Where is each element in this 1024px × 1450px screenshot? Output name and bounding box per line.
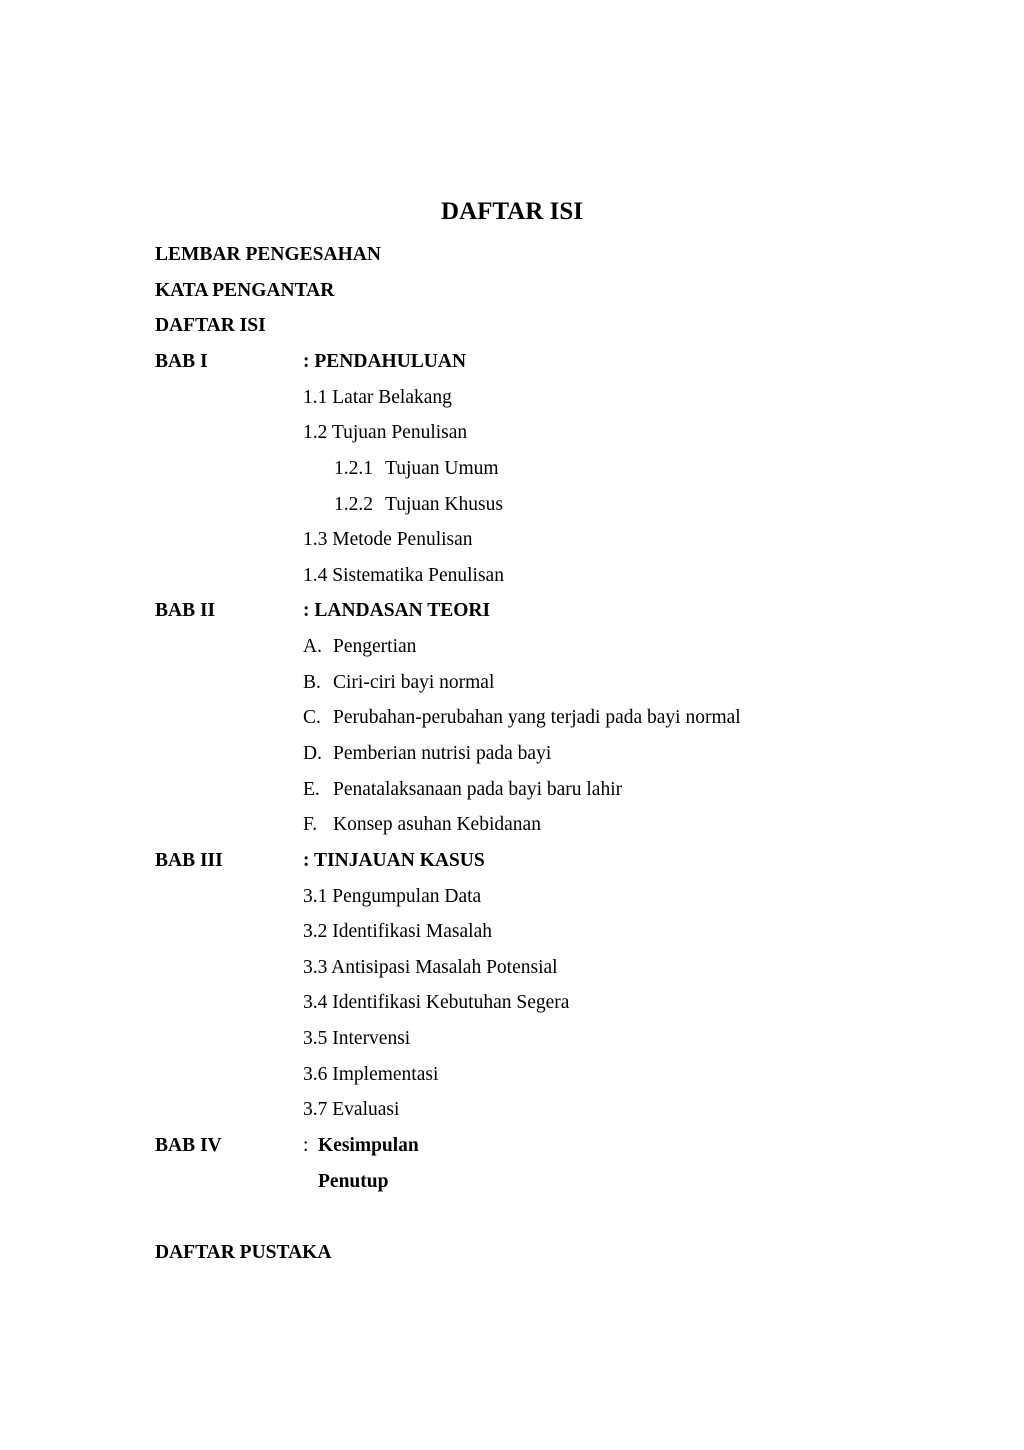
toc-entry-daftar-pustaka: DAFTAR PUSTAKA: [155, 1242, 332, 1263]
toc-entry-lembar-pengesahan: LEMBAR PENGESAHAN: [155, 244, 381, 265]
toc-entry-daftar-isi: DAFTAR ISI: [155, 315, 266, 336]
bab3-item: 3.1 Pengumpulan Data: [303, 886, 482, 907]
bab2-item: [303, 812, 541, 838]
subitem-text: Tujuan Khusus: [385, 494, 503, 515]
item-text: Pengertian: [333, 636, 417, 657]
bab4-heading: Kesimpulan: [318, 1135, 419, 1156]
bab4-heading-line: [303, 1133, 419, 1159]
bab3-label: BAB III: [155, 850, 223, 871]
bab3-heading: : TINJAUAN KASUS: [303, 850, 485, 871]
item-letter: B.: [303, 672, 321, 693]
page-title: DAFTAR ISI: [441, 198, 583, 225]
bab1-subitem: [334, 492, 503, 518]
bab3-item: 3.5 Intervensi: [303, 1028, 411, 1049]
subitem-text: Tujuan Umum: [385, 458, 499, 479]
bab1-label: BAB I: [155, 351, 208, 372]
item-letter: C.: [303, 707, 321, 728]
item-letter: D.: [303, 743, 322, 764]
item-text: Konsep asuhan Kebidanan: [333, 814, 541, 835]
item-text: Pemberian nutrisi pada bayi: [333, 743, 552, 764]
item-text: Ciri-ciri bayi normal: [333, 672, 495, 693]
bab2-item: [303, 634, 416, 660]
bab2-item: [303, 670, 494, 696]
bab1-item: 1.2 Tujuan Penulisan: [303, 422, 468, 443]
bab1-item: 1.1 Latar Belakang: [303, 387, 452, 408]
bab2-item: [303, 777, 622, 803]
bab3-item: 3.3 Antisipasi Masalah Potensial: [303, 957, 558, 978]
bab2-item: [303, 741, 551, 767]
bab1-heading: : PENDAHULUAN: [303, 351, 467, 372]
bab4-label: BAB IV: [155, 1135, 222, 1156]
item-letter: E.: [303, 779, 320, 800]
bab2-heading: : LANDASAN TEORI: [303, 600, 491, 621]
item-text: Penatalaksanaan pada bayi baru lahir: [333, 779, 623, 800]
bab1-item: 1.3 Metode Penulisan: [303, 529, 473, 550]
toc-entry-kata-pengantar: KATA PENGANTAR: [155, 280, 335, 301]
bab4-subheading: Penutup: [318, 1171, 389, 1192]
bab3-item: 3.2 Identifikasi Masalah: [303, 921, 492, 942]
subitem-number: 1.2.1: [334, 458, 373, 479]
bab1-item: 1.4 Sistematika Penulisan: [303, 565, 504, 586]
bab2-label: BAB II: [155, 600, 216, 621]
bab3-item: 3.7 Evaluasi: [303, 1099, 400, 1120]
subitem-number: 1.2.2: [334, 494, 373, 515]
bab1-subitem: [334, 456, 499, 482]
item-text: Perubahan-perubahan yang terjadi pada bayi normal: [333, 707, 741, 728]
bab2-item: [303, 705, 741, 731]
item-letter: A.: [303, 636, 322, 657]
bab3-item: 3.4 Identifikasi Kebutuhan Segera: [303, 992, 570, 1013]
item-letter: F.: [303, 814, 318, 835]
bab4-colon: :: [303, 1135, 309, 1156]
bab3-item: 3.6 Implementasi: [303, 1064, 439, 1085]
